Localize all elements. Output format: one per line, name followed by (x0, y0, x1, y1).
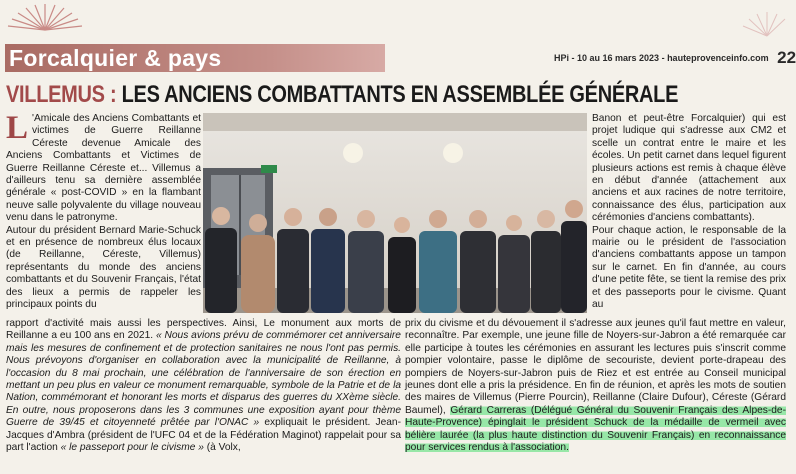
article-body-lower-right (405, 318, 786, 454)
article-column-right (592, 113, 786, 312)
passport-quote: « le passeport pour le civisme » (60, 442, 204, 454)
headline-title: LES ANCIENS COMBATTANTS EN ASSEMBLÉE GÉNÉRALE (121, 82, 679, 108)
group-photo-illustration (203, 113, 587, 313)
paragraph-stamp: Pour chaque action, le responsable de la mairie ou le président de l'association d'anciens combattants appose un tampon sur le carnet. En fin d'année, au cours d'une petite fête, se tient la remise des prix et des passeports pour le civisme. Quant au (592, 224, 786, 311)
headline-place: VILLEMUS : (6, 82, 117, 108)
ufc-text: expliquait le président. Jean-Jacques d'Ambra (président de l'UFC 04 et de la Fédération Maginot) rappelait pour sa part l'action (6, 417, 401, 454)
article-headline (6, 82, 766, 109)
article-column-left (6, 110, 201, 312)
edition-line: HPi - 10 au 16 mars 2023 - hauteprovenceinfo.com (554, 53, 769, 63)
sunburst-ornament-right (727, 6, 787, 36)
paragraph-intro: 'Amicale des Anciens Combattants et victimes de Guerre Reillanne Céreste devenue Amicale des Anciens Combattants et Victimes de Guerre Reillanne Céreste et... Villemus a d'ailleurs tenu sa dernière assemblée générale « post-COVID » en la flambant neuve salle polyvalente du village nouveau venu dans le patronyme. (6, 113, 201, 224)
volx-text: (à Volx, (203, 442, 241, 454)
president-quote: « Nous avions prévu de commémorer cet anniversaire mais les mesures de confinement et de protection sanitaires ne nous l'ont pas permis. Nous prévoyons d'organiser en collaboration avec la municipalité de Reillanne, à l'occasion du 8 mai prochain, une célébration de l'anniversaire de son érection en mettant un peu plus en valeur ce monument remarquable, symbole de la Patrie et de la Nation, commémorant et honorant les morts et disparus des guerres du XXème siècle. En outre, nous proposerons dans les 3 communes une exposition ayant pour thème Guerre de 39/45 et citoyenneté prêtée par l'ONAC » (6, 330, 401, 429)
edition-folio (554, 48, 796, 68)
paragraph-passport: Banon et peut-être Forcalquier) qui est projet ludique qui s'adresse aux CM2 et scelle un contrat entre le maire et les écoles. Un petit carnet dans lequel figurent plusieurs actions est remis à chaque élève en début d'année (attachement aux anciens et aux racines de notre territoire, connaissance des élus, participation aux cérémonies d'anciens combattants). (592, 113, 786, 224)
sunburst-ornament-left (0, 0, 90, 30)
civic-prize-text: prix du civisme et du dévouement il s'adresse aux jeunes qu'il faut mettre en valeur, reconnaître. Par exemple, une jeune fille de Noyers-sur-Jabron a été remarquée car elle participe à toutes les cérémonies en assurant les lectures puis s'inscrit comme pompier volontaire, passe le diplôme de secouriste, devient porte-drapeau des pompiers de Noyers-sur-Jabron puis de Riez et est entrée au Conseil municipal jeunes dont elle a pris la présidence. En fin de réunion, et après les mots de soutien des maires de Villemus (Pierre Pourcin), Reillanne (Claire Dufour), Céreste (Gérard Baumel), (405, 318, 786, 416)
drop-cap: L (6, 110, 29, 146)
paragraph-president: Autour du président Bernard Marie-Schuck et en présence de nombreux élus locaux (de Reillanne, Céreste, Villemus) représentants du monde des anciens combattants et du Souvenir Français, l'état des lieux a permis de rappeler les principaux points du (6, 224, 201, 311)
report-text: rapport d'activité mais aussi les perspectives. Ainsi, Le monument aux morts de Reillanne a eu 100 ans en 2021. (6, 318, 401, 342)
page-number: 22 (777, 48, 796, 67)
group-photo (203, 113, 587, 313)
article-body-lower-left (6, 318, 401, 454)
section-banner: Forcalquier & pays (5, 44, 385, 72)
highlighted-medal-text: Gérard Carreras (Délégué Général du Souvenir Français des Alpes-de-Haute-Provence) épinglait le président Schuck de la médaille de vermeil avec bélière laurée (la plus haute distinction du Souvenir Français) en reconnaissance pour services rendus à l'association. (405, 404, 786, 454)
